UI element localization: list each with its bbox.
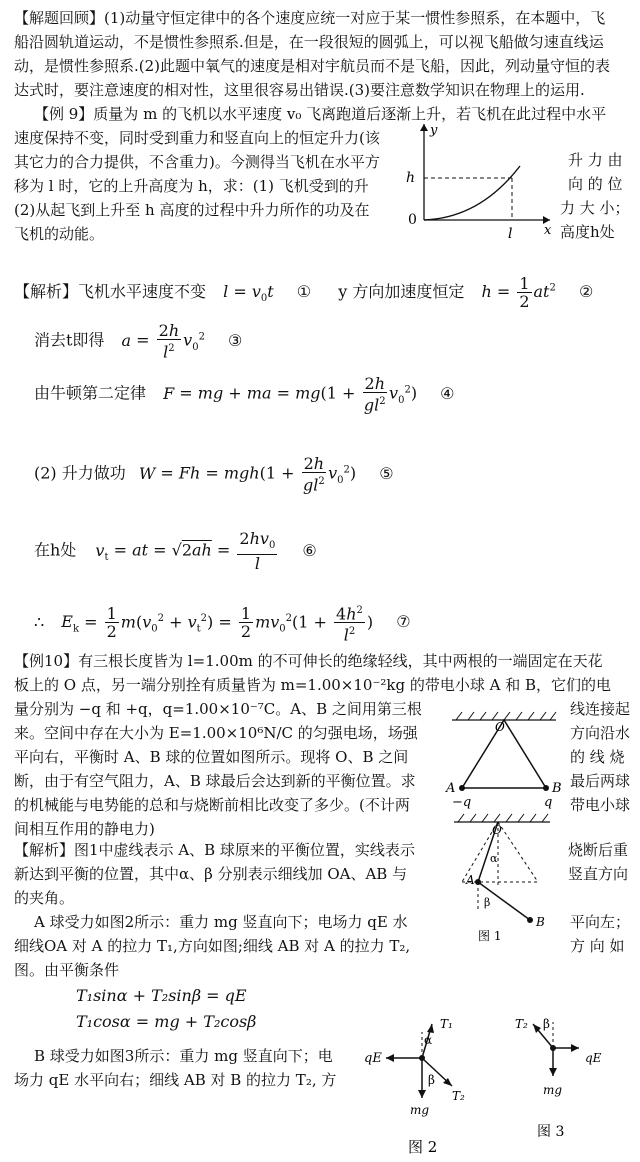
graph-l-label: l	[508, 226, 513, 242]
fig2-caption: 图 2	[408, 1138, 438, 1156]
fig-a-label: A	[446, 781, 456, 796]
sol10-line-8: 场力 qE 水平向右；细线 AB 对 B 的拉力 T₂, 方	[14, 1071, 337, 1089]
fig1-alpha-label: α	[490, 852, 498, 865]
graph-origin-label: 0	[408, 212, 417, 228]
ex10-right-5: 带电小球	[570, 796, 631, 814]
fig3-beta-label: β	[543, 1017, 550, 1031]
fig1-new-equilibrium	[440, 808, 565, 943]
sol10-right-3: 平向左；	[570, 913, 631, 931]
sol10-line-3: 的夹角。	[14, 889, 75, 907]
sol10-line-7: B 球受力如图3所示：重力 mg 竖直向下；电	[34, 1047, 333, 1065]
sol10-eq-2: T₁cosα = mg + T₂cosβ	[76, 1012, 257, 1031]
graph-h-label: h	[406, 170, 416, 186]
ex9-line-2: 速度保持不变，同时受到重力和竖直向上的恒定升力(该	[14, 129, 380, 147]
ex9-right-3: 力 大 小；	[560, 199, 630, 217]
fig2-mg-label: mg	[410, 1103, 430, 1117]
ex9-line-6: 飞机的动能。	[14, 225, 105, 243]
fig3-force-on-b	[505, 1010, 625, 1150]
fig-minus-q-label: −q	[452, 795, 472, 810]
ex9-line-4: 移为 l 时，它的上升高度为 h，求：(1) 飞机受到的升	[14, 177, 369, 195]
ex10-line-7: 的机械能与电势能的总和与烧断前相比改变了多少。(不计两	[14, 796, 410, 814]
sol10-eq-1: T₁sinα + T₂sinβ = qE	[76, 986, 247, 1005]
sol10-line-6: 图。由平衡条件	[14, 961, 120, 979]
fig2-force-on-a	[360, 1010, 500, 1162]
sol10-line-1: 【解析】图1中虚线表示 A、B 球原来的平衡位置，实线表示	[14, 841, 415, 859]
ex10-line-8: 间相互作用的静电力)	[14, 820, 155, 838]
sol10-right-2: 竖直方向	[568, 865, 629, 883]
ex10-right-3: 的 线 烧	[570, 748, 625, 766]
graph-y-label: y	[430, 123, 438, 138]
fig3-t2-label: T₂	[515, 1017, 528, 1031]
sol10-right-4: 方 向 如	[570, 937, 625, 955]
ex10-line-5: 平向右，平衡时 A、B 球的位置如图所示。现将 O、B 之间	[14, 748, 409, 766]
sol10-right-1: 烧断后重	[568, 841, 629, 859]
fig1-caption: 图 1	[478, 929, 502, 943]
graph-x-label: x	[544, 223, 552, 238]
sol9-line-5: 在h处 $v_t$ = at = √2ah = $\frac{2hv_0}{l}$ ⑥	[34, 529, 317, 574]
fig2-qe-label: qE	[364, 1051, 382, 1066]
sol10-line-2: 新达到平衡的位置，其中α、β 分别表示细线加 OA、AB 与	[14, 865, 408, 883]
ex10-right-1: 线连接起	[570, 700, 631, 718]
ex9-line-5: (2)从起飞到上升至 h 高度的过程中升力所作的功及在	[14, 201, 370, 219]
review-line-2: 船沿圆轨道运动，不是惯性参照系.但是，在一段很短的圆弧上，可以视飞船做匀速直线运	[14, 33, 604, 51]
sol9-line-1: 【解析】飞机水平速度不变 $l = v_0t$ ① y 方向加速度恒定 h = $\frac{1}{2}$ $at^2$ ②	[14, 274, 594, 311]
sol9-line-4: (2) 升力做功 W = Fh = mgh(1 + $\frac{2h}{gl^2}$ $v_0^2$) ⑤	[34, 454, 394, 495]
fig-o-label: O	[495, 720, 505, 734]
fig1-a-label: A	[466, 873, 475, 887]
sol9-line-6: ∴ $E_k$ = $\frac{1}{2}$ $m(v_0^2 + v_t^2)$ = $\frac{1}{2}$ $mv_0^2(1$ + $\frac{4h^2}{l^2}$ ) ⑦	[34, 602, 411, 644]
fig3-caption: 图 3	[537, 1124, 565, 1140]
fig3-qe-label: qE	[585, 1051, 602, 1065]
fig2-beta-label: β	[428, 1073, 435, 1087]
sol9-line-3: 由牛顿第二定律 F = mg + ma = mg(1 + $\frac{2h}{gl^2}$ $v_0^2$) ④	[34, 374, 455, 415]
ex10-line-3: 量分别为 −q 和 +q，q=1.00×10⁻⁷C。A、B 之间用第三根	[14, 700, 422, 718]
sol9-line-2: 消去t即得 a = $\frac{2h}{l^2}$ $v_0^2$ ③	[34, 321, 243, 362]
review-line-1: 【解题回顾】(1)动量守恒定律中的各个速度应统一对应于某一惯性参照系，在本题中，飞	[14, 9, 606, 27]
ex10-line-6: 断，由于有空气阻力，A、B 球最后会达到新的平衡位置。求	[14, 772, 416, 790]
fig2-alpha-label: α	[424, 1033, 433, 1047]
fig1-o-label: O	[492, 823, 502, 837]
ex10-right-4: 最后两球	[570, 772, 631, 790]
sol10-line-5: 细线OA 对 A 的拉力 T₁,方向如图;细线 AB 对 A 的拉力 T₂,	[14, 937, 411, 955]
fig2-t1-label: T₁	[440, 1017, 453, 1031]
fig1-b-label: B	[536, 915, 545, 929]
ex10-line-4: 来。空间中存在大小为 E=1.00×10⁶N/C 的匀强电场，场强	[14, 724, 418, 742]
sol10-line-4: A 球受力如图2所示：重力 mg 竖直向下；电场力 qE 水	[34, 913, 408, 931]
fig-b-label: B	[552, 781, 562, 796]
review-line-3: 动，是惯性参照系.(2)此题中氧气的速度是相对宇航员而不是飞船，因此，列动量守恒的表	[14, 57, 611, 75]
ex9-right-2: 向 的 位	[568, 175, 623, 193]
ex9-graph	[400, 120, 560, 245]
ex10-triangle-figure	[440, 710, 570, 810]
fig3-mg-label: mg	[543, 1083, 563, 1097]
ex10-line-2: 板上的 O 点，另一端分别拴有质量皆为 m=1.00×10⁻²kg 的带电小球 A 和 B，它们的电	[14, 676, 611, 694]
ex9-right-1: 升 力 由	[568, 151, 623, 169]
review-line-4: 达式时，要注意速度的相对性，这里很容易出错误.(3)要注意数学知识在物理上的运用.	[14, 81, 585, 99]
ex9-line-3: 其它力的合力提供，不含重力)。今测得当飞机在水平方	[14, 153, 380, 171]
ex9-line-1: 【例 9】质量为 m 的飞机以水平速度 v₀ 飞离跑道后逐渐上升，若飞机在此过程中水平	[34, 105, 607, 123]
ex10-line-1: 【例10】有三根长度皆为 l=1.00m 的不可伸长的绝缘轻线，其中两根的一端固定在天花	[14, 652, 603, 670]
fig-q-label: q	[544, 795, 553, 810]
ex9-right-4: 高度h处	[560, 223, 615, 241]
ex10-right-2: 方向沿水	[570, 724, 631, 742]
fig1-beta-label: β	[484, 896, 491, 909]
fig2-t2-label: T₂	[452, 1089, 465, 1103]
